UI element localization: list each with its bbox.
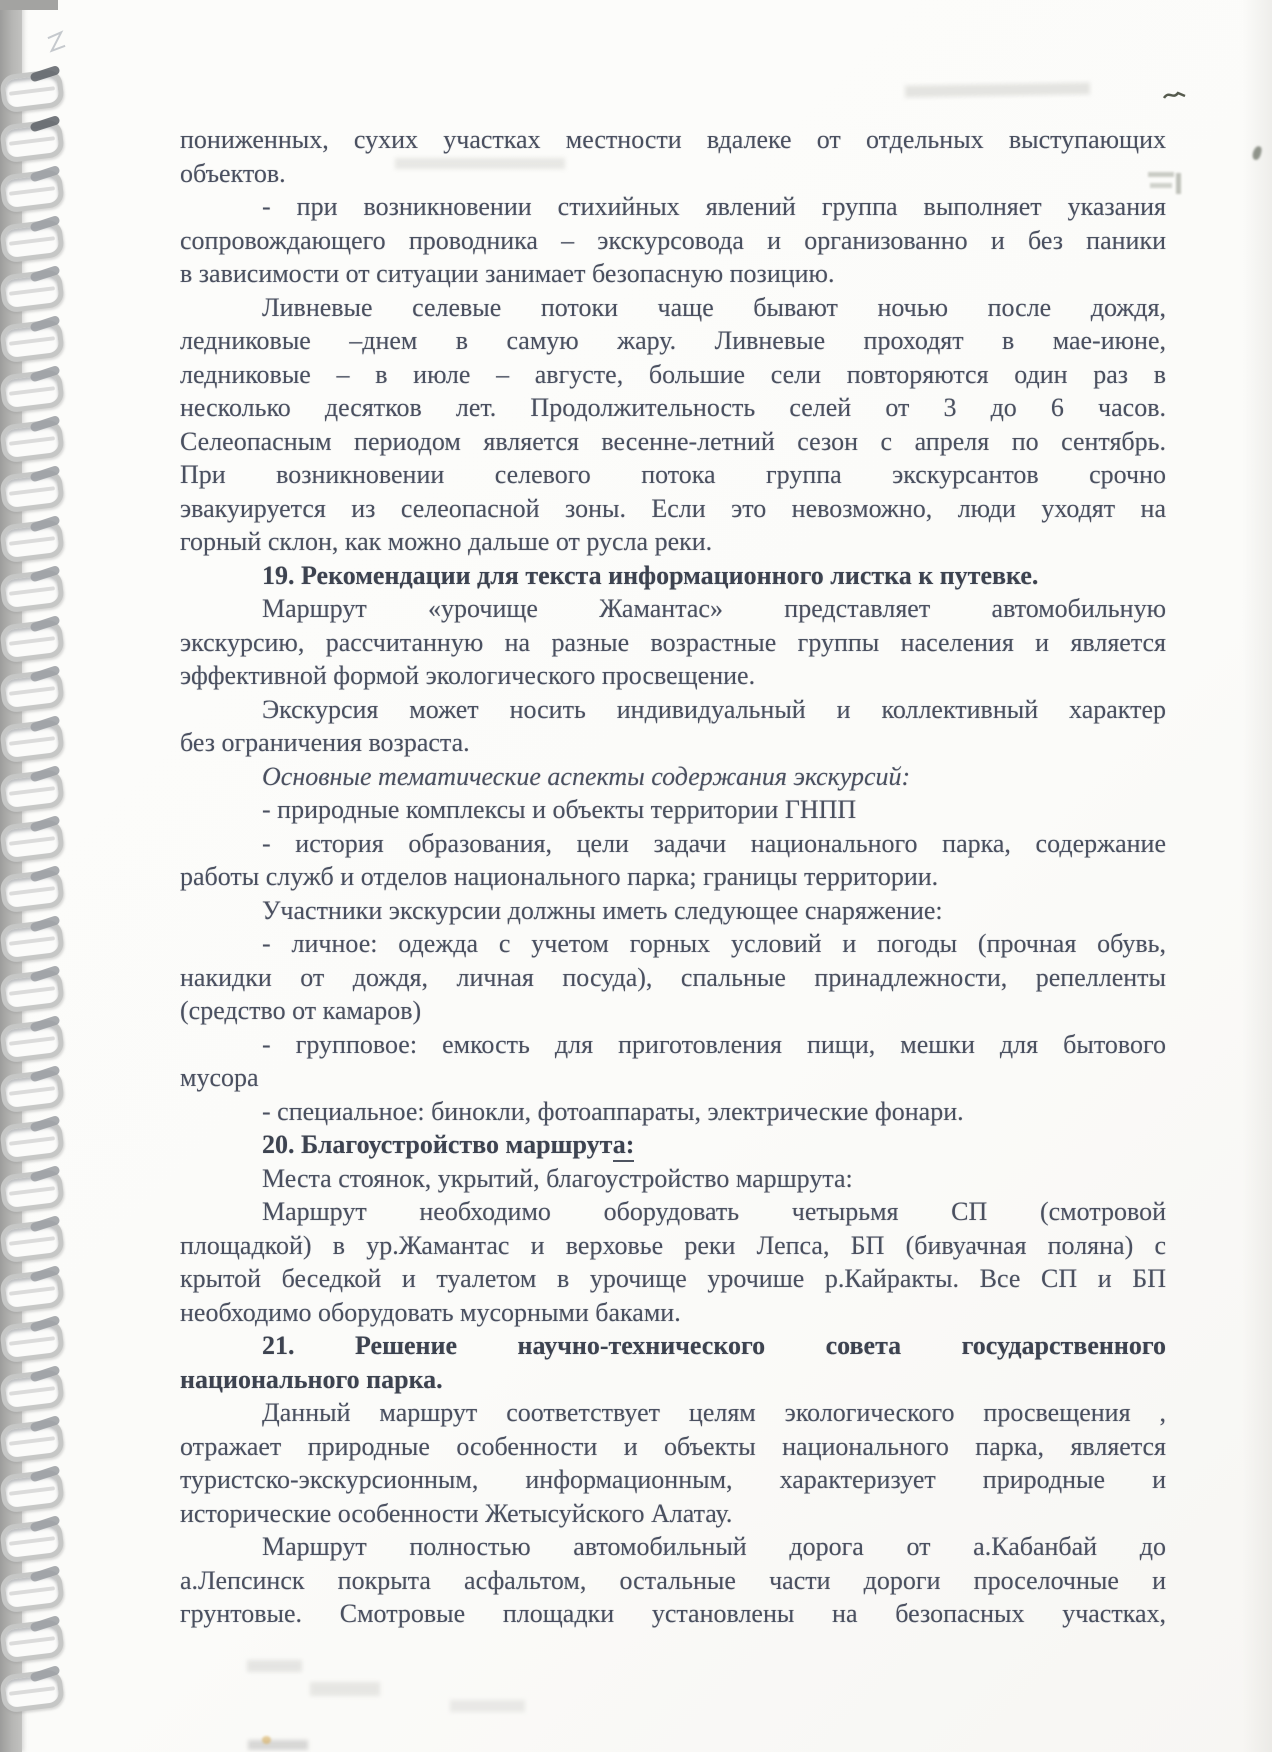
text-line: ледниковые –днем в самую жару. Ливневые проходят в мае-июне, [180, 326, 1166, 355]
binding-coil [0, 1118, 65, 1163]
binding-coil [0, 518, 65, 563]
text-line: пониженных, сухих участках местности вдалеке от отдельных выступающих [180, 125, 1166, 154]
text-line: - групповое: емкость для приготовления пищи, мешки для бытового [262, 1029, 1166, 1059]
text-line: - специальное: бинокли, фотоаппараты, электрические фонари. [262, 1096, 964, 1126]
smudge-mark [310, 1682, 380, 1696]
text-line: Маршрут полностью автомобильный дорога от а.Кабанбай до [262, 1532, 1166, 1561]
ink-tick-mark [1163, 88, 1187, 108]
text-line: горный склон, как можно дальше от русла реки. [180, 527, 713, 556]
text-line: туристско-экскурсионным, информационным, характеризует природные и [180, 1465, 1166, 1494]
text-line: мусора [180, 1063, 259, 1092]
text-line: (средство от камаров) [180, 996, 422, 1025]
binding-coil [0, 1018, 65, 1063]
text-line: 19. Рекомендации для текста информационного листка к путевке. [262, 560, 1039, 590]
pencil-mark-icon [44, 29, 70, 63]
paper-edge-shade [1242, 0, 1272, 1752]
document-text [180, 123, 1166, 1631]
binding-coil [0, 818, 65, 863]
text-line: в зависимости от ситуации занимает безопасную позицию. [180, 259, 835, 288]
text-line: При возникновении селевого потока группа экскурсантов срочно [180, 460, 1166, 489]
text-line: несколько десятков лет. Продолжительность селей от 3 до 6 часов. [180, 393, 1166, 422]
text-line: 20. Благоустройство маршрута: [180, 1128, 1166, 1162]
text-line: Селеопасным периодом является весенне-летний сезон с апреля по сентябрь. [180, 426, 1166, 456]
binding-coil [0, 868, 65, 913]
binding-coil [0, 318, 65, 363]
text-line: необходимо оборудовать мусорными баками. [180, 1297, 681, 1327]
binding-coil [0, 1218, 65, 1263]
text-line: Маршрут необходимо оборудовать четырьмя СП (смотровой [262, 1197, 1166, 1226]
binding-coil [0, 1068, 65, 1113]
binding-coil [0, 368, 65, 413]
binding-coil [0, 1468, 65, 1513]
binding-coil [0, 1318, 65, 1363]
binding-coil [0, 268, 65, 313]
text-line: работы служб и отделов национального парка; границы территории. [180, 862, 939, 891]
text-line: эвакуируется из селеопасной зоны. Если это невозможно, люди уходят на [180, 493, 1166, 523]
text-line: накидки от дождя, личная посуда), спальные принадлежности, репелленты [180, 962, 1166, 992]
smudge-mark [905, 82, 1090, 97]
binding-coil [0, 68, 65, 113]
binding-coil [0, 668, 65, 713]
text-line: 21. Решение научно-технического совета государственного [262, 1331, 1166, 1360]
text-line: без ограничения возраста. [180, 728, 470, 757]
text-line: объектов. [180, 158, 286, 188]
binding-coil [0, 968, 65, 1013]
text-line: грунтовые. Смотровые площадки установлены на безопасных участках, [180, 1599, 1166, 1628]
smudge-mark [248, 1740, 308, 1750]
smudge-mark [1176, 173, 1181, 194]
binding-coil [0, 1368, 65, 1413]
text-line: - при возникновении стихийных явлений группа выполняет указания [262, 192, 1166, 221]
text-line: - личное: одежда с учетом горных условий и погоды (прочная обувь, [262, 929, 1166, 958]
binding-coil [0, 718, 65, 763]
text-line: Участники экскурсии должны иметь следующее снаряжение: [262, 895, 943, 925]
binding-coil [0, 1518, 65, 1563]
binding-coil [0, 1568, 65, 1613]
text-line: площадкой) в ур.Жамантас и верховье реки Лепса, БП (бивуачная поляна) с [180, 1230, 1166, 1260]
text-line: - природные комплексы и объекты территории ГНПП [262, 795, 857, 824]
stain-dot [262, 1736, 271, 1744]
binder-edge-notch [0, 0, 58, 10]
text-line: - история образования, цели задачи национального парка, содержание [262, 828, 1166, 858]
binding-coil [0, 918, 65, 963]
text-line: национального парка. [180, 1364, 443, 1394]
binding-coil [0, 418, 65, 463]
text-line: крытой беседкой и туалетом в урочище урочише р.Кайракты. Все СП и БП [180, 1264, 1166, 1293]
binding-coil [0, 768, 65, 813]
binding-coil [0, 618, 65, 663]
binding-coil [0, 468, 65, 513]
text-line: экскурсию, рассчитанную на разные возрастные группы населения и является [180, 627, 1166, 657]
binding-coil [0, 568, 65, 613]
text-line: а.Лепсинск покрыта асфальтом, остальные части дороги проселочные и [180, 1565, 1166, 1595]
binding-coil [0, 1618, 65, 1663]
binding-coil [0, 218, 65, 263]
binding-coil [0, 1418, 65, 1463]
binding-coil [0, 1668, 65, 1713]
binding-coil [0, 118, 65, 163]
text-line: Ливневые селевые потоки чаще бывают ночью после дождя, [262, 292, 1166, 322]
text-line: Места стоянок, укрытий, благоустройство маршрута: [262, 1163, 853, 1193]
text-line: ледниковые – в июле – августе, большие сели повторяются один раз в [180, 359, 1166, 389]
smudge-mark [450, 1700, 525, 1712]
binding-coil [0, 168, 65, 213]
binding-coil [0, 1268, 65, 1313]
text-line: Маршрут «урочище Жамантас» представляет автомобильную [262, 594, 1166, 623]
text-line: Экскурсия может носить индивидуальный и коллективный характер [262, 694, 1166, 724]
text-line: отражает природные особенности и объекты национального парка, является [180, 1431, 1166, 1461]
binding-coil [0, 1168, 65, 1213]
smudge-mark [247, 1660, 302, 1672]
text-line: эффективной формой экологического просвещение. [180, 661, 756, 690]
text-line: сопровождающего проводника – экскурсовода и организованно и без паники [180, 225, 1166, 255]
text-line: исторические особенности Жетысуйского Алатау. [180, 1498, 733, 1528]
text-line: Основные тематические аспекты содержания экскурсий: [262, 761, 911, 791]
text-line: Данный маршрут соответствует целям экологического просвещения , [262, 1398, 1166, 1427]
